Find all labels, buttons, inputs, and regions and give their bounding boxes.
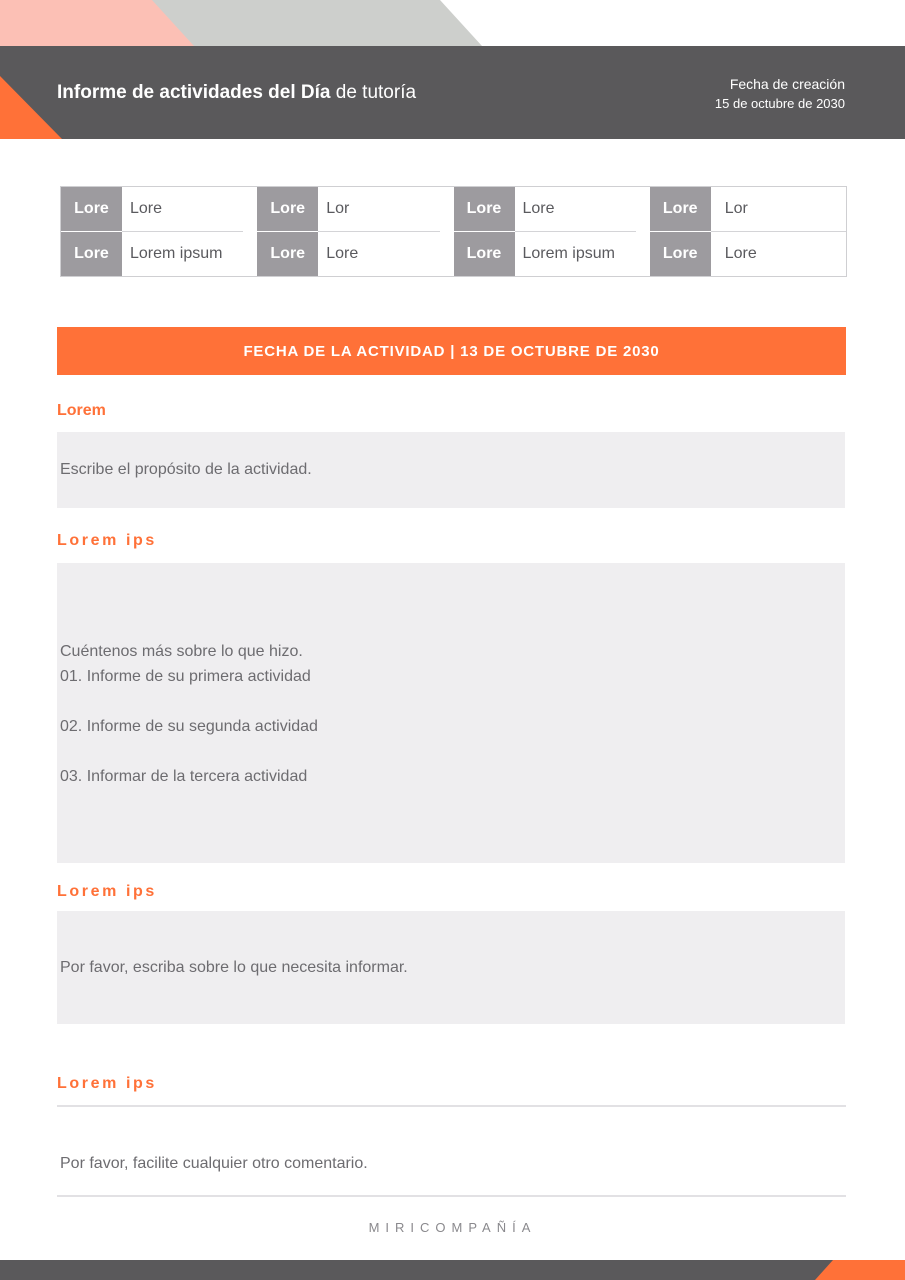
info-key: Lore	[650, 232, 711, 276]
info-row	[61, 187, 257, 232]
info-key: Lore	[257, 187, 318, 232]
report-field[interactable]	[57, 911, 845, 1024]
report-placeholder: Por favor, escriba sobre lo que necesita informar.	[60, 959, 408, 976]
info-row	[454, 232, 650, 276]
activity-line-1: 01. Informe de su primera actividad	[60, 668, 311, 685]
report-header	[0, 46, 905, 139]
info-row	[454, 187, 650, 232]
company-brand: MIRICOMPAÑÍA	[368, 1220, 537, 1235]
info-key: Lore	[61, 187, 122, 232]
info-value-field[interactable]: Lore	[724, 245, 757, 262]
info-value-field[interactable]: Lor	[318, 187, 439, 232]
comments-field[interactable]: Por favor, facilite cualquier otro comentario.	[60, 1155, 368, 1172]
info-value-field[interactable]: Lor	[711, 187, 846, 232]
info-group	[454, 187, 650, 276]
info-value-field[interactable]: Lorem ipsum	[522, 245, 615, 262]
info-key: Lore	[454, 187, 515, 232]
info-key: Lore	[61, 232, 122, 276]
info-row	[61, 232, 257, 276]
activities-intro: Cuéntenos más sobre lo que hizo.	[60, 643, 303, 660]
info-key: Lore	[257, 232, 318, 276]
info-key: Lore	[454, 232, 515, 276]
section-label-comments: Lorem ips	[57, 1075, 157, 1092]
activities-placeholder	[60, 639, 318, 789]
activity-line-3: 03. Informar de la tercera actividad	[60, 768, 308, 785]
purpose-field[interactable]	[57, 432, 845, 508]
info-row	[257, 232, 453, 276]
report-title	[57, 82, 416, 104]
section-label-purpose: Lorem	[57, 402, 106, 419]
info-key: Lore	[650, 187, 711, 232]
header-orange-triangle	[0, 76, 62, 139]
info-value-field[interactable]: Lorem ipsum	[130, 245, 223, 262]
report-title-bold: Informe de actividades del Día	[57, 82, 331, 103]
creation-date-block	[715, 74, 845, 114]
footer-bar	[0, 1260, 905, 1280]
info-group	[257, 187, 453, 276]
info-row	[650, 232, 846, 276]
info-value-field[interactable]: Lore	[122, 187, 243, 232]
activity-line-2: 02. Informe de su segunda actividad	[60, 718, 318, 735]
info-group	[650, 187, 846, 276]
report-title-light: de tutoría	[330, 82, 417, 103]
purpose-placeholder: Escribe el propósito de la actividad.	[60, 461, 312, 478]
info-row	[650, 187, 846, 232]
activities-field[interactable]	[57, 563, 845, 863]
creation-date-label: Fecha de creación	[729, 76, 845, 92]
info-group	[61, 187, 257, 276]
info-row	[257, 187, 453, 232]
footer-orange-accent	[815, 1260, 905, 1280]
section-label-report: Lorem ips	[57, 883, 157, 900]
info-table	[60, 186, 847, 277]
top-decoration	[0, 0, 905, 46]
activity-date-bar: FECHA DE LA ACTIVIDAD | 13 DE OCTUBRE DE 2030	[57, 327, 846, 375]
comments-bottom-divider	[57, 1195, 846, 1197]
section-label-activities: Lorem ips	[57, 532, 157, 549]
comments-top-divider	[57, 1105, 846, 1107]
info-value-field[interactable]: Lore	[326, 245, 359, 262]
creation-date-value: 15 de octubre de 2030	[714, 96, 845, 111]
info-value-field[interactable]: Lore	[515, 187, 636, 232]
